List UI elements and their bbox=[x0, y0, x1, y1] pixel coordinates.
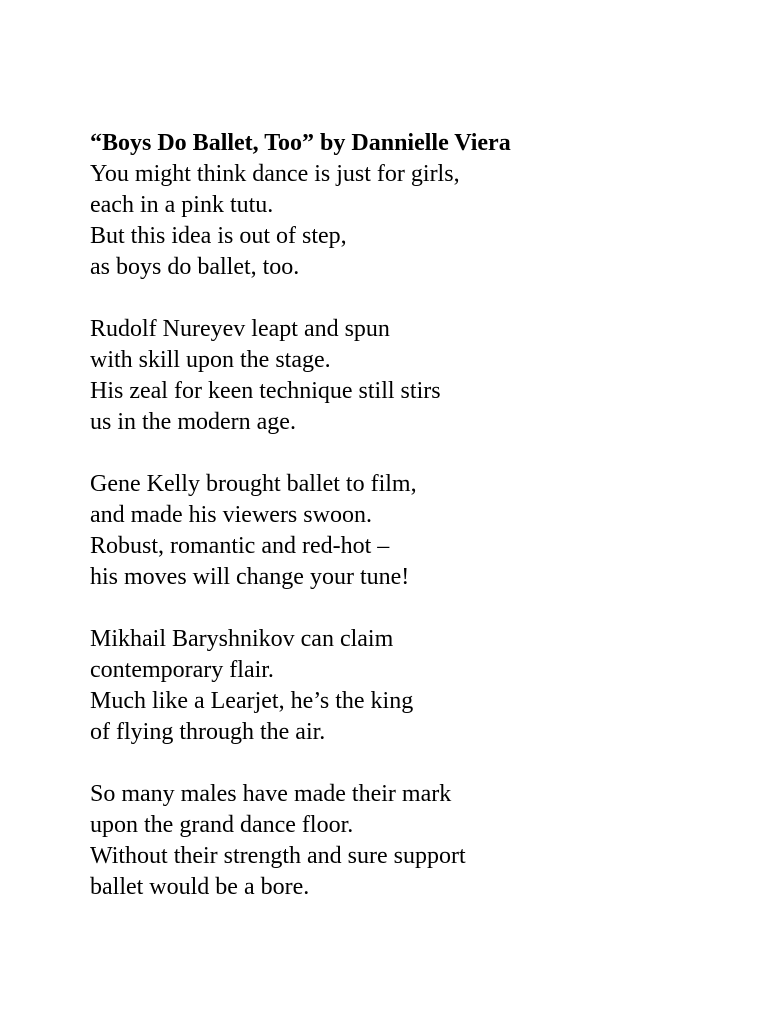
poem-line: Mikhail Baryshnikov can claim bbox=[90, 626, 394, 652]
poem-line: with skill upon the stage. bbox=[90, 347, 331, 373]
poem-line: But this idea is out of step, bbox=[90, 223, 347, 249]
poem-line: of flying through the air. bbox=[90, 719, 326, 745]
poem-stanzas bbox=[90, 159, 710, 903]
stanza bbox=[90, 779, 710, 903]
poem-line: Gene Kelly brought ballet to film, bbox=[90, 471, 417, 497]
poem-line: each in a pink tutu. bbox=[90, 192, 274, 218]
poem-line: Robust, romantic and red-hot – bbox=[90, 533, 390, 559]
poem-line: You might think dance is just for girls, bbox=[90, 161, 460, 187]
poem-title: “Boys Do Ballet, Too” by Dannielle Viera bbox=[90, 130, 511, 156]
poem-line: Without their strength and sure support bbox=[90, 843, 466, 869]
stanza bbox=[90, 469, 710, 593]
stanza bbox=[90, 624, 710, 748]
poem-line: his moves will change your tune! bbox=[90, 564, 410, 590]
poem-line: contemporary flair. bbox=[90, 657, 274, 683]
poem-line: and made his viewers swoon. bbox=[90, 502, 372, 528]
poem-line: His zeal for keen technique still stirs bbox=[90, 378, 441, 404]
poem-line: So many males have made their mark bbox=[90, 781, 452, 807]
poem-line: as boys do ballet, too. bbox=[90, 254, 300, 280]
poem-line: us in the modern age. bbox=[90, 409, 296, 435]
poem-line: Much like a Learjet, he’s the king bbox=[90, 688, 414, 714]
stanza bbox=[90, 314, 710, 438]
poem-line: ballet would be a bore. bbox=[90, 874, 310, 900]
poem-line: upon the grand dance floor. bbox=[90, 812, 354, 838]
poem bbox=[90, 128, 710, 903]
poem-line: Rudolf Nureyev leapt and spun bbox=[90, 316, 390, 342]
stanza bbox=[90, 159, 710, 283]
